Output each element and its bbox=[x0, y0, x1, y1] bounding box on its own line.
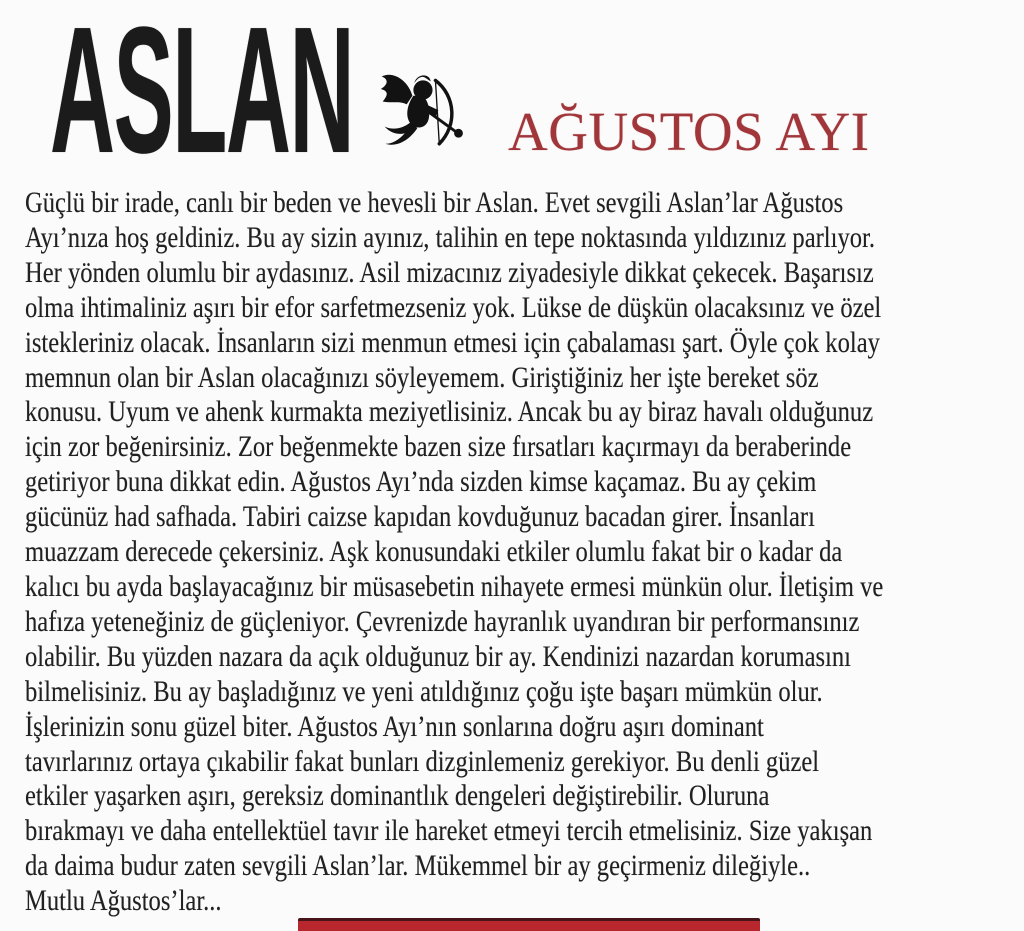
text-line: gücünüz had safhada. Tabiri caizse kapıdan kovduğunuz bacadan girer. İnsanları bbox=[25, 500, 815, 534]
text-line: Her yönden olumlu bir aydasınız. Asil mizacınız ziyadesiyle dikkat çekecek. Başarısız bbox=[25, 255, 874, 289]
text-line: etkiler yaşarken aşırı, gereksiz dominantlık dengeleri değiştirebilir. Oluruna bbox=[25, 779, 770, 813]
text-line: hafıza yeteneğiniz de güçleniyor. Çevrenizde hayranlık uyandıran bir performansınız bbox=[25, 604, 860, 638]
text-line: bilmelisiniz. Bu ay başladığınız ve yeni atıldığınız çoğu işte başarı mümkün olur. bbox=[25, 674, 823, 708]
text-line: için zor beğenirsiniz. Zor beğenmekte bazen size fırsatları kaçırmayı da beraberinde bbox=[25, 430, 852, 464]
text-line: olabilir. Bu yüzden nazara da açık olduğunuz bir ay. Kendinizi nazardan korumasını bbox=[25, 639, 851, 673]
cupid-icon bbox=[374, 66, 470, 162]
text-line: memnun olan bir Aslan olacağınızı söyleyemem. Giriştiğiniz her işte bereket söz bbox=[25, 360, 819, 394]
text-line: da daima budur zaten sevgili Aslan’lar. Mükemmel bir ay geçirmeniz dileğiyle.. bbox=[25, 849, 811, 883]
page-title: ASLAN bbox=[50, 0, 354, 191]
text-line: konusu. Uyum ve ahenk kurmakta meziyetlisiniz. Ancak bu ay biraz havalı olduğunuz bbox=[25, 395, 874, 429]
text-line: muazzam derecede çekersiniz. Aşk konusundaki etkiler olumlu fakat bir o kadar da bbox=[25, 535, 843, 569]
text-line: getiriyor buna dikkat edin. Ağustos Ayı’nda sizden kimse kaçamaz. Bu ay çekim bbox=[25, 465, 817, 499]
text-line: istekleriniz olacak. İnsanların sizi menmun etmesi için çabalaması şart. Öyle çok kolay bbox=[25, 325, 880, 359]
red-divider-bar bbox=[298, 918, 760, 931]
horoscope-text bbox=[25, 186, 1005, 919]
text-line: tavırlarınız ortaya çıkabilir fakat bunları dizginlemeniz gerekiyor. Bu denli güzel bbox=[25, 744, 820, 778]
text-line: kalıcı bu ayda başlayacağınız bir müsasebetin nihayete ermesi münkün olur. İletişim ve bbox=[25, 569, 884, 603]
text-line: Mutlu Ağustos’lar... bbox=[25, 884, 222, 918]
text-line: Güçlü bir irade, canlı bir beden ve hevesli bir Aslan. Evet sevgili Aslan’lar Ağustos bbox=[25, 186, 844, 219]
text-line: İşlerinizin sonu güzel biter. Ağustos Ayı’nın sonlarına doğru aşırı dominant bbox=[25, 709, 764, 743]
text-line: olma ihtimaliniz aşırı bir efor sarfetmezseniz yok. Lükse de düşkün olacaksınız ve özel bbox=[25, 290, 882, 324]
text-line: Ayı’nıza hoş geldiniz. Bu ay sizin ayınız, talihin en tepe noktasında yıldızınız parlıyor. bbox=[25, 220, 875, 254]
month-subtitle: AĞUSTOS AYI bbox=[508, 101, 870, 162]
page-header bbox=[0, 0, 1024, 191]
text-line: bırakmayı ve daha entellektüel tavır ile hareket etmeyi tercih etmelisiniz. Size yakışan bbox=[25, 814, 873, 848]
